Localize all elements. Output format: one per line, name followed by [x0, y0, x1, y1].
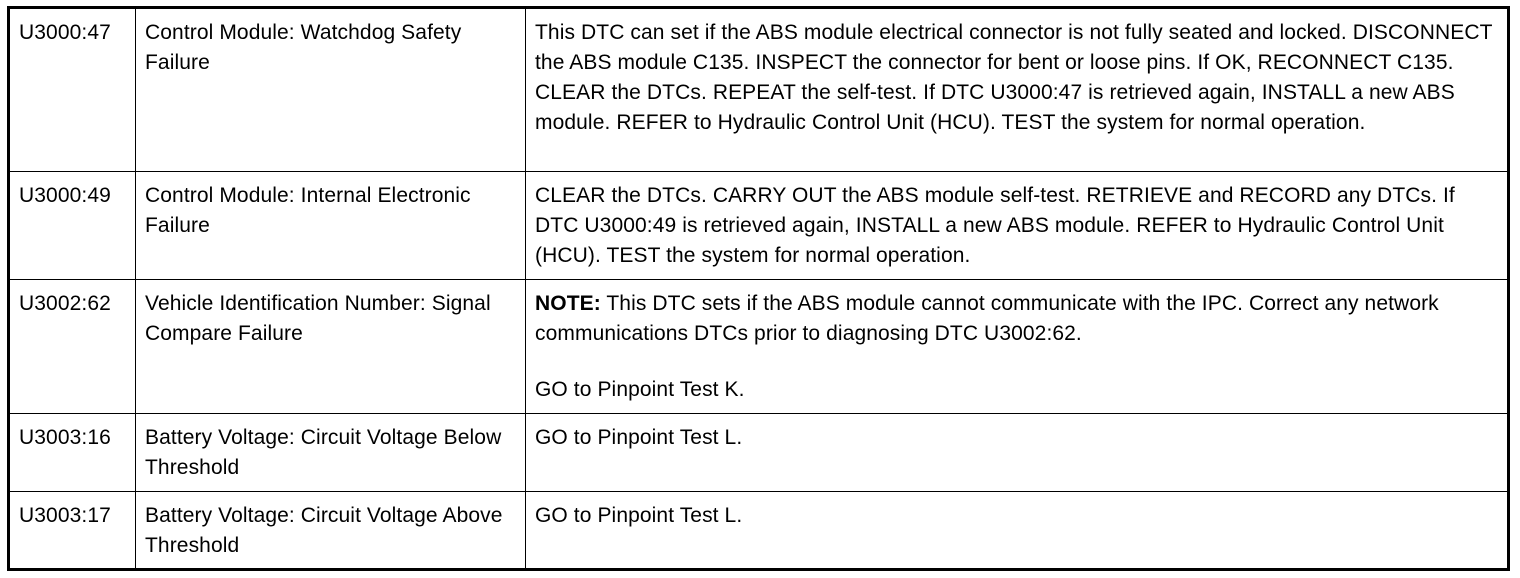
note-text: This DTC sets if the ABS module cannot communicate with the IPC. Correct any network communications DTCs prior to diagnosing DTC U3002:62. — [535, 292, 1439, 345]
dtc-action-cell — [526, 280, 1509, 414]
dtc-description-cell: Battery Voltage: Circuit Voltage Below Threshold — [136, 414, 526, 492]
dtc-action-cell: GO to Pinpoint Test L. — [526, 414, 1509, 492]
dtc-description-cell: Control Module: Internal Electronic Failure — [136, 172, 526, 280]
dtc-description-cell: Control Module: Watchdog Safety Failure — [136, 8, 526, 172]
table-row — [9, 172, 1509, 280]
dtc-action-cell: CLEAR the DTCs. CARRY OUT the ABS module self-test. RETRIEVE and RECORD any DTCs. If DTC U3000:49 is retrieved again, INSTALL a new ABS module. REFER to Hydraulic Control Unit (HCU). TEST the system for normal operation. — [526, 172, 1509, 280]
dtc-action-cell: GO to Pinpoint Test L. — [526, 492, 1509, 570]
table-row — [9, 414, 1509, 492]
dtc-description-cell: Vehicle Identification Number: Signal Compare Failure — [136, 280, 526, 414]
dtc-code-cell: U3002:62 — [9, 280, 136, 414]
note-paragraph — [535, 292, 1439, 345]
dtc-code-cell: U3003:16 — [9, 414, 136, 492]
table-row — [9, 8, 1509, 172]
dtc-description-cell: Battery Voltage: Circuit Voltage Above Threshold — [136, 492, 526, 570]
note-label: NOTE: — [535, 292, 601, 315]
dtc-action-cell: This DTC can set if the ABS module electrical connector is not fully seated and locked. DISCONNECT the ABS module C135. INSPECT the connector for bent or loose pins. If OK, RECONNECT C135. CLEAR the DTCs. REPEAT the self-test. If DTC U3000:47 is retrieved again, INSTALL a new ABS module. REFER to Hydraulic Control Unit (HCU). TEST the system for normal operation. — [526, 8, 1509, 172]
dtc-code-cell: U3003:17 — [9, 492, 136, 570]
pinpoint-instruction: GO to Pinpoint Test K. — [535, 378, 745, 401]
dtc-code-cell: U3000:47 — [9, 8, 136, 172]
dtc-table — [7, 6, 1510, 571]
table-row — [9, 280, 1509, 414]
dtc-code-cell: U3000:49 — [9, 172, 136, 280]
table-row — [9, 492, 1509, 570]
